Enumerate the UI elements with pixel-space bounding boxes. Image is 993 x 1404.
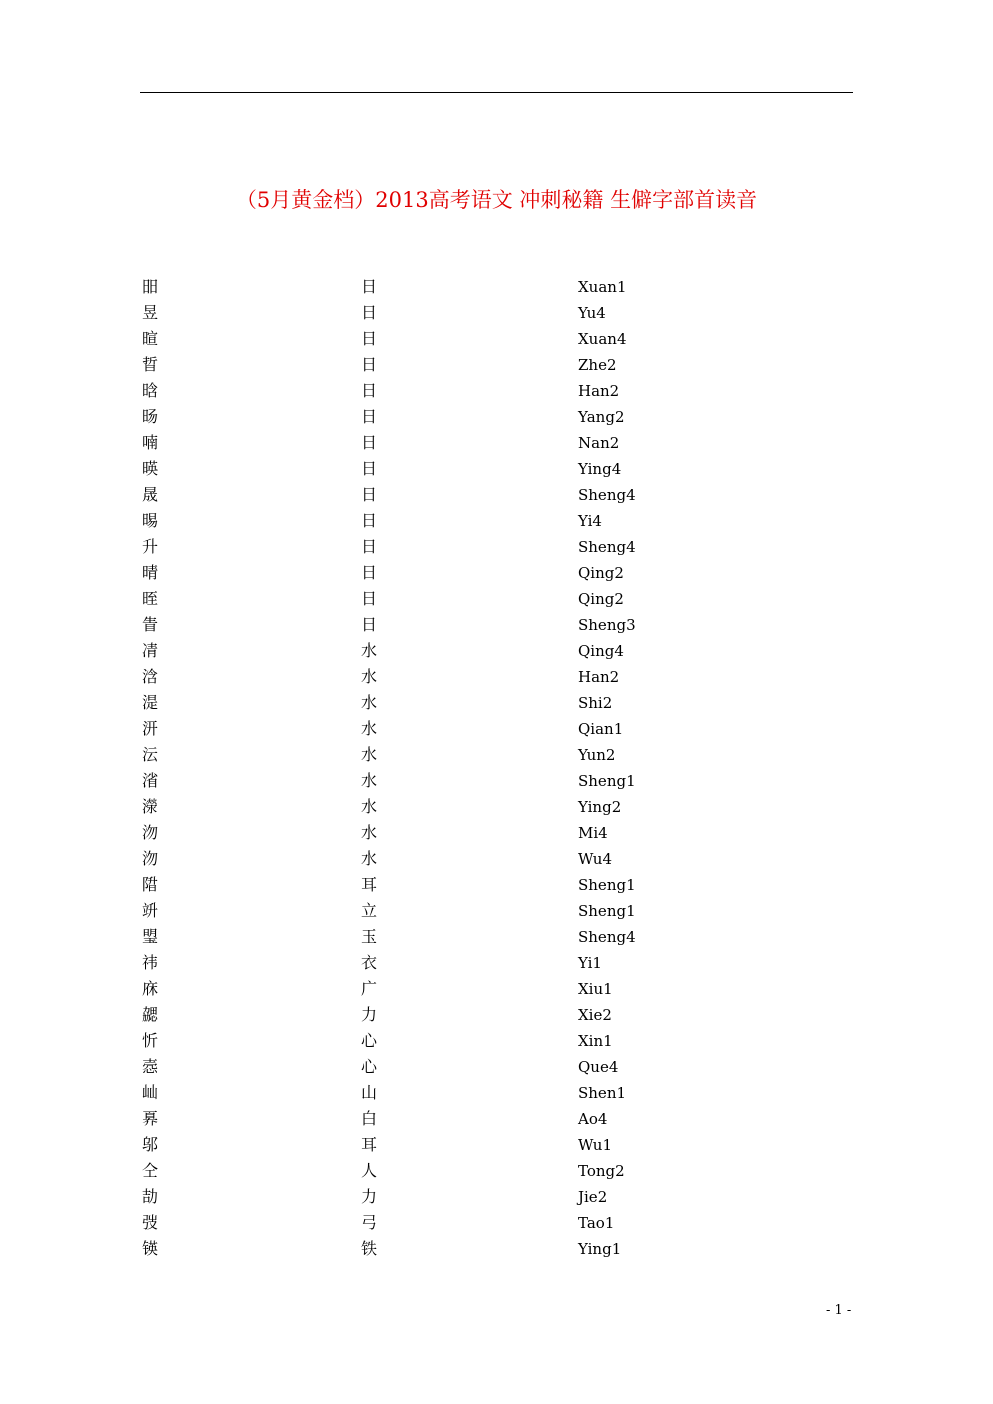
pinyin-cell: Xie2 <box>578 1006 612 1024</box>
pinyin-cell: Yi4 <box>578 512 602 530</box>
character-cell: 汧 <box>142 719 159 738</box>
table-row <box>0 534 993 560</box>
radical-cell: 日 <box>361 563 378 582</box>
radical-cell: 耳 <box>361 875 378 894</box>
table-row <box>0 612 993 638</box>
character-cell: 弢 <box>142 1213 159 1232</box>
table-row <box>0 274 993 300</box>
radical-cell: 水 <box>361 719 378 738</box>
table-row <box>0 742 993 768</box>
character-cell: 晹 <box>142 511 159 530</box>
pinyin-cell: Yi1 <box>578 954 602 972</box>
character-cell: 忻 <box>142 1031 159 1050</box>
character-cell: 昱 <box>142 303 159 322</box>
character-cell: 晴 <box>142 563 159 582</box>
radical-cell: 日 <box>361 277 378 296</box>
radical-cell: 水 <box>361 849 378 868</box>
radical-cell: 日 <box>361 407 378 426</box>
pinyin-cell: Sheng1 <box>578 876 636 894</box>
table-row <box>0 1106 993 1132</box>
pinyin-cell: Xuan1 <box>578 278 627 296</box>
pinyin-cell: Tao1 <box>578 1214 615 1232</box>
radical-cell: 水 <box>361 667 378 686</box>
pinyin-cell: Ying4 <box>578 460 622 478</box>
radical-cell: 日 <box>361 381 378 400</box>
document-title: （5月黄金档）2013高考语文 冲刺秘籍 生僻字部首读音 <box>235 188 758 212</box>
pinyin-cell: Sheng4 <box>578 486 636 504</box>
radical-cell: 玉 <box>361 927 378 946</box>
table-row <box>0 1002 993 1028</box>
character-cell: 沄 <box>142 745 159 764</box>
character-cell: 陹 <box>142 875 159 894</box>
character-cell: 奡 <box>142 1109 159 1128</box>
table-row <box>0 586 993 612</box>
radical-cell: 山 <box>361 1083 378 1102</box>
radical-cell: 水 <box>361 693 378 712</box>
character-cell: 晢 <box>142 355 159 374</box>
pinyin-cell: Xuan4 <box>578 330 627 348</box>
character-cell: 琞 <box>142 927 159 946</box>
character-cell: 勰 <box>142 1005 159 1024</box>
pinyin-cell: Que4 <box>578 1058 619 1076</box>
character-cell: 屾 <box>142 1083 159 1102</box>
character-cell: 眚 <box>142 615 159 634</box>
pinyin-cell: Shi2 <box>578 694 613 712</box>
radical-cell: 日 <box>361 537 378 556</box>
radical-cell: 日 <box>361 433 378 452</box>
character-cell: 喃 <box>142 433 159 452</box>
table-row <box>0 950 993 976</box>
table-row <box>0 508 993 534</box>
table-row <box>0 872 993 898</box>
character-cell: 劼 <box>142 1187 159 1206</box>
pinyin-cell: Sheng4 <box>578 928 636 946</box>
table-row <box>0 482 993 508</box>
radical-cell: 力 <box>361 1005 378 1024</box>
pinyin-cell: Qing2 <box>578 590 624 608</box>
radical-cell: 耳 <box>361 1135 378 1154</box>
radical-cell: 弓 <box>361 1213 378 1232</box>
pinyin-cell: Wu4 <box>578 850 613 868</box>
radical-cell: 水 <box>361 823 378 842</box>
radical-cell: 日 <box>361 459 378 478</box>
table-row <box>0 300 993 326</box>
character-cell: 祎 <box>142 953 159 972</box>
pinyin-cell: Ying2 <box>578 798 622 816</box>
table-row <box>0 664 993 690</box>
table-row <box>0 846 993 872</box>
table-row <box>0 1132 993 1158</box>
table-row <box>0 638 993 664</box>
table-row <box>0 456 993 482</box>
table-row <box>0 976 993 1002</box>
pinyin-cell: Qing2 <box>578 564 624 582</box>
character-cell: 竔 <box>142 901 159 920</box>
pinyin-cell: Sheng1 <box>578 772 636 790</box>
pinyin-cell: Jie2 <box>578 1188 608 1206</box>
table-row <box>0 1158 993 1184</box>
pinyin-cell: Qing4 <box>578 642 624 660</box>
table-row <box>0 430 993 456</box>
character-cell: 升 <box>142 537 159 556</box>
radical-cell: 白 <box>361 1109 378 1128</box>
character-cell: 锳 <box>142 1239 159 1258</box>
character-cell: 悫 <box>142 1057 159 1076</box>
radical-cell: 日 <box>361 589 378 608</box>
character-cell: 凊 <box>142 641 159 660</box>
table-row <box>0 820 993 846</box>
table-row <box>0 1028 993 1054</box>
pinyin-cell: Qian1 <box>578 720 624 738</box>
radical-cell: 人 <box>361 1161 378 1180</box>
character-cell: 晟 <box>142 485 159 504</box>
character-cell: 昍 <box>142 277 159 296</box>
radical-cell: 日 <box>361 303 378 322</box>
table-row <box>0 716 993 742</box>
radical-cell: 日 <box>361 615 378 634</box>
table-row <box>0 326 993 352</box>
page-number: - 1 - <box>826 1303 852 1318</box>
table-row <box>0 690 993 716</box>
pinyin-cell: Tong2 <box>578 1162 625 1180</box>
radical-cell: 水 <box>361 771 378 790</box>
character-cell: 晊 <box>142 589 159 608</box>
radical-cell: 水 <box>361 641 378 660</box>
character-cell: 晗 <box>142 381 159 400</box>
radical-cell: 日 <box>361 329 378 348</box>
pinyin-cell: Ao4 <box>578 1110 608 1128</box>
character-cell: 渻 <box>142 771 159 790</box>
pinyin-cell: Ying1 <box>578 1240 622 1258</box>
table-row <box>0 924 993 950</box>
character-table <box>0 274 993 1262</box>
pinyin-cell: Sheng3 <box>578 616 636 634</box>
table-row <box>0 768 993 794</box>
pinyin-cell: Sheng4 <box>578 538 636 556</box>
radical-cell: 日 <box>361 355 378 374</box>
radical-cell: 心 <box>361 1031 378 1050</box>
pinyin-cell: Zhe2 <box>578 356 617 374</box>
character-cell: 邬 <box>142 1135 159 1154</box>
table-row <box>0 898 993 924</box>
pinyin-cell: Han2 <box>578 668 620 686</box>
character-cell: 庥 <box>142 979 159 998</box>
radical-cell: 力 <box>361 1187 378 1206</box>
pinyin-cell: Han2 <box>578 382 620 400</box>
radical-cell: 衣 <box>361 953 378 972</box>
pinyin-cell: Xiu1 <box>578 980 613 998</box>
character-cell: 沕 <box>142 823 159 842</box>
character-cell: 旸 <box>142 407 159 426</box>
radical-cell: 心 <box>361 1057 378 1076</box>
radical-cell: 铁 <box>361 1239 378 1258</box>
table-row <box>0 1210 993 1236</box>
pinyin-cell: Shen1 <box>578 1084 627 1102</box>
pinyin-cell: Xin1 <box>578 1032 613 1050</box>
character-cell: 暄 <box>142 329 159 348</box>
character-cell: 仝 <box>142 1161 159 1180</box>
pinyin-cell: Mi4 <box>578 824 608 842</box>
pinyin-cell: Yu4 <box>578 304 606 322</box>
table-row <box>0 560 993 586</box>
table-row <box>0 352 993 378</box>
table-row <box>0 1080 993 1106</box>
table-row <box>0 378 993 404</box>
radical-cell: 水 <box>361 797 378 816</box>
table-row <box>0 1054 993 1080</box>
radical-cell: 广 <box>361 979 378 998</box>
radical-cell: 水 <box>361 745 378 764</box>
table-row <box>0 1236 993 1262</box>
pinyin-cell: Yang2 <box>578 408 625 426</box>
character-cell: 浛 <box>142 667 159 686</box>
pinyin-cell: Nan2 <box>578 434 620 452</box>
radical-cell: 日 <box>361 511 378 530</box>
header-rule <box>140 92 853 93</box>
table-row <box>0 404 993 430</box>
radical-cell: 日 <box>361 485 378 504</box>
pinyin-cell: Sheng1 <box>578 902 636 920</box>
character-cell: 湜 <box>142 693 159 712</box>
character-cell: 濴 <box>142 797 159 816</box>
table-row <box>0 1184 993 1210</box>
pinyin-cell: Yun2 <box>578 746 616 764</box>
radical-cell: 立 <box>361 901 378 920</box>
pinyin-cell: Wu1 <box>578 1136 613 1154</box>
character-cell: 沕 <box>142 849 159 868</box>
table-row <box>0 794 993 820</box>
character-cell: 暎 <box>142 459 159 478</box>
